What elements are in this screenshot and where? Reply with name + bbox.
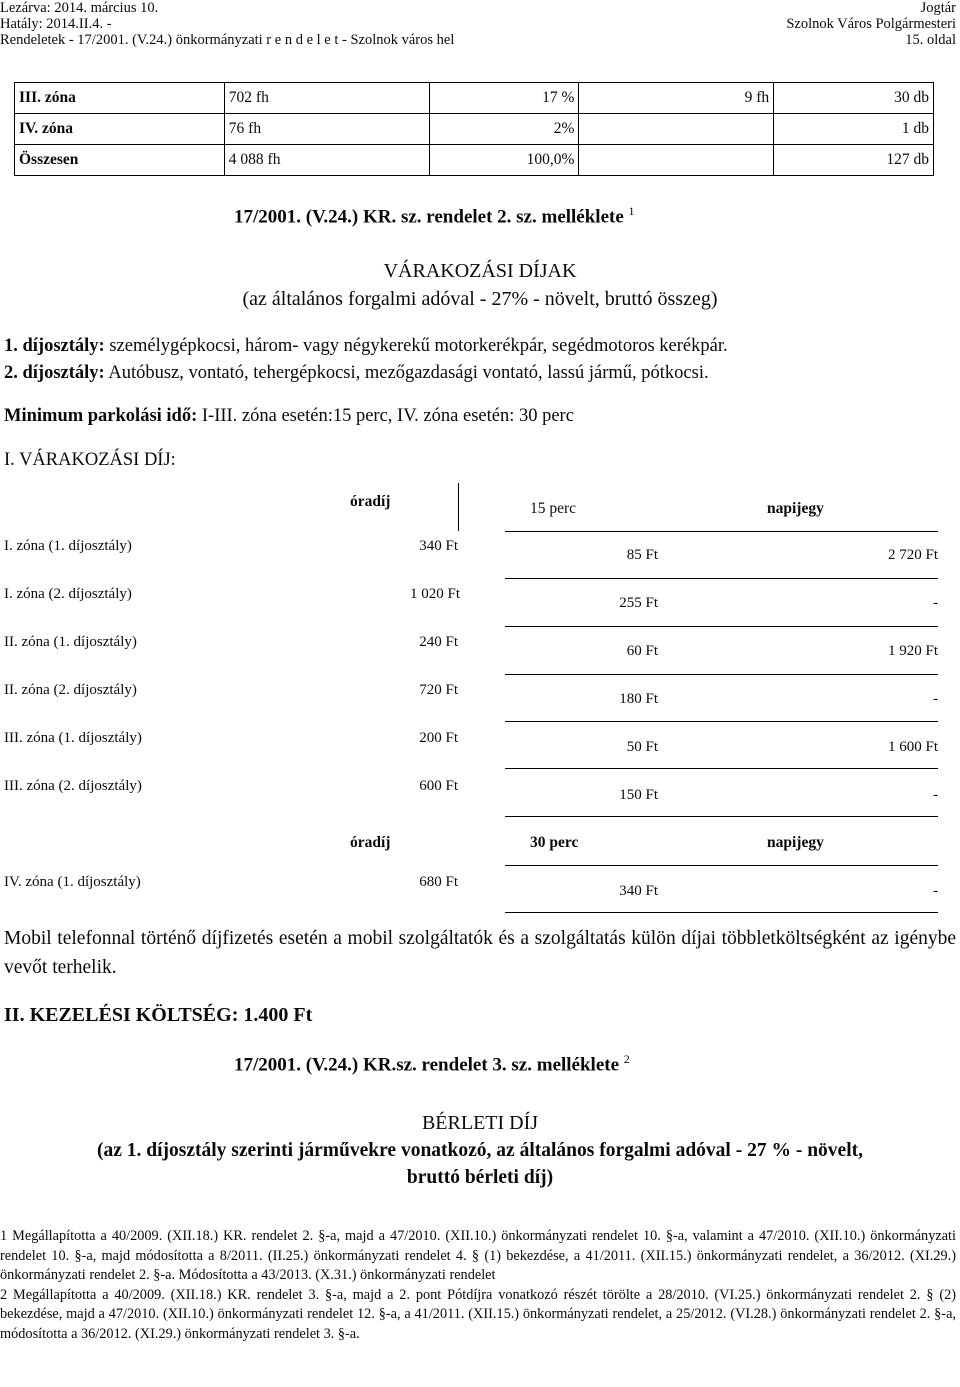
footnote-2: 2 Megállapította a 40/2009. (XII.18.) KR. rendelet 3. §-a, majd a 2. pont Pótdíjra vonatkozó részét törölte a 28/2010. (VI.25.) önkormányzati rendelet 2. § (2) bekezdése, majd a 47/2010. (XII.10.) önkormányzati rendelet 12. §-a, a 41/2011. (XII.15.) önkormányzati rendelet, a 25/2012. (VI.28.) önkormányzati rendelet 2. §-a, módosította a 36/2012. (XI.29.) önkormányzati rendelet 3. §-a. <box>0 1286 956 1342</box>
fee-hourly: 600 Ft <box>419 778 458 794</box>
annex2-title <box>234 1052 630 1076</box>
class2-text: Autóbusz, vontató, tehergépkocsi, mezőgazdasági vontató, lassú jármű, pótkocsi. <box>108 363 709 383</box>
table-row <box>15 83 934 114</box>
header-daily: napijegy <box>767 500 824 517</box>
fee-hourly: 1 020 Ft <box>410 586 461 602</box>
class2-label: 2. díjosztály: <box>4 363 105 383</box>
fee-daily: 1 920 Ft <box>887 643 938 659</box>
table-row <box>15 114 934 145</box>
fee-row-label: III. zóna (2. díjosztály) <box>4 778 142 794</box>
percent-cell: 17 % <box>429 83 579 114</box>
fee-hourly: 200 Ft <box>419 730 458 746</box>
db-cell: 127 db <box>774 145 934 176</box>
fee-daily: - <box>933 787 938 803</box>
header-document-title: Rendeletek - 17/2001. (V.24.) önkormányzati r e n d e l e t - Szolnok város hel <box>0 32 455 48</box>
header-left <box>0 0 454 48</box>
header-closed-date: Lezárva: 2014. március 10. <box>0 0 159 16</box>
fee-hourly: 680 Ft <box>419 874 458 890</box>
fee-hourly: 240 Ft <box>419 634 458 650</box>
area-cell: 702 fh <box>224 83 429 114</box>
fee-row-label: IV. zóna (1. díjosztály) <box>4 874 141 890</box>
header-source: Jogtár <box>920 0 956 16</box>
fee-15min: 85 Ft <box>626 547 658 563</box>
fee-15min: 150 Ft <box>619 787 658 803</box>
fee-15min: 60 Ft <box>626 643 658 659</box>
minimum-parking-label: Minimum parkolási idő: <box>4 406 198 426</box>
header-office: Szolnok Város Polgármesteri <box>786 16 956 32</box>
header-hourly-iv: óradíj <box>350 834 391 851</box>
fee-row-label: I. zóna (2. díjosztály) <box>4 586 132 602</box>
fee-15min: 180 Ft <box>619 691 658 707</box>
annex1-subheading: (az általános forgalmi adóval - 27% - növelt, bruttó összeg) <box>242 288 718 310</box>
zone-summary-table <box>14 82 934 176</box>
fee-15min: 255 Ft <box>619 595 658 611</box>
class1-text: személygépkocsi, három- vagy négykerekű motorkerékpár, segédmotoros kerékpár. <box>109 336 728 356</box>
fee-daily: - <box>933 595 938 611</box>
header-effective-date: Hatály: 2014.II.4. - <box>0 16 112 32</box>
minimum-parking-text: I-III. zóna esetén:15 perc, IV. zóna esetén: 30 perc <box>201 406 574 426</box>
fee-hourly: 720 Ft <box>419 682 458 698</box>
table-row <box>15 145 934 176</box>
annex2-title-text: 17/2001. (V.24.) KR.sz. rendelet 3. sz. melléklete <box>234 1054 620 1076</box>
fee-30min: 340 Ft <box>619 883 658 899</box>
annex1-title <box>234 204 635 228</box>
fee-row-label: II. zóna (1. díjosztály) <box>4 634 137 650</box>
count-cell <box>579 145 774 176</box>
fee-hourly: 340 Ft <box>419 538 458 554</box>
area-cell: 76 fh <box>224 114 429 145</box>
annex2-subheading-1: (az 1. díjosztály szerinti járművekre vonatkozó, az általános forgalmi adóval - 27 % - növelt, <box>96 1140 863 1161</box>
header-right <box>786 0 956 48</box>
percent-cell: 100,0% <box>429 145 579 176</box>
percent-cell: 2% <box>429 114 579 145</box>
fee-daily: 1 600 Ft <box>887 739 938 755</box>
count-cell: 9 fh <box>579 83 774 114</box>
zone-cell: III. zóna <box>15 83 225 114</box>
fee-row-label: I. zóna (1. díjosztály) <box>4 538 132 554</box>
zone-cell: Összesen <box>15 145 225 176</box>
class2-line <box>4 363 709 384</box>
footnote-1: 1 Megállapította a 40/2009. (XII.18.) KR. rendelet 2. §-a, majd a 47/2010. (XII.10.) önkormányzati rendelet 10. §-a, valamint a 47/2010. (XII.10.) önkormányzati rendelet 10. §-a, majd módosította a 8/2011. (II.25.) önkormányzati rendelet 4. § (1) bekezdése, a 41/2011. (XII.15.) önkormányzati rendelet, a 36/2012. (XI.29.) önkormányzati rendelet 2. §-a. Módosította a 43/2013. (X.31.) önkormányzati rendelet <box>0 1228 956 1283</box>
handling-fee: II. KEZELÉSI KÖLTSÉG: 1.400 Ft <box>4 1004 313 1026</box>
header-hourly: óradíj <box>350 493 391 510</box>
annex2-subheading-2: bruttó bérleti díj) <box>406 1167 554 1188</box>
class1-line <box>4 336 728 357</box>
header-30min: 30 perc <box>530 834 579 851</box>
count-cell <box>579 114 774 145</box>
parking-fee-section-title: I. VÁRAKOZÁSI DÍJ: <box>4 450 176 470</box>
db-cell: 1 db <box>774 114 934 145</box>
mobile-payment-note: Mobil telefonnal történő díjfizetés esetén a mobil szolgáltatók és a szolgáltatás külön díjai többletköltségként az igénybe vevőt terhelik. <box>4 928 956 978</box>
zone-cell: IV. zóna <box>15 114 225 145</box>
header-page-number: 15. oldal <box>905 32 956 48</box>
fee-15min: 50 Ft <box>626 739 658 755</box>
footnotes <box>0 1227 956 1344</box>
db-cell: 30 db <box>774 83 934 114</box>
header-15min: 15 perc <box>530 500 577 517</box>
header-daily-iv: napijegy <box>767 834 824 851</box>
fee-daily: - <box>933 883 938 899</box>
fee-daily: - <box>933 691 938 707</box>
fee-row-label: II. zóna (2. díjosztály) <box>4 682 137 698</box>
footnote-ref-1[interactable]: 1 <box>628 204 635 218</box>
annex1-title-text: 17/2001. (V.24.) KR. sz. rendelet 2. sz. melléklete <box>234 206 624 228</box>
annex1-heading: VÁRAKOZÁSI DÍJAK <box>383 260 577 282</box>
fee-daily: 2 720 Ft <box>887 547 938 563</box>
annex2-heading: BÉRLETI DÍJ <box>421 1112 539 1134</box>
minimum-parking-line <box>4 406 574 427</box>
class1-label: 1. díjosztály: <box>4 336 105 356</box>
footnote-ref-2[interactable]: 2 <box>623 1052 630 1066</box>
area-cell: 4 088 fh <box>224 145 429 176</box>
fee-row-label: III. zóna (1. díjosztály) <box>4 730 142 746</box>
